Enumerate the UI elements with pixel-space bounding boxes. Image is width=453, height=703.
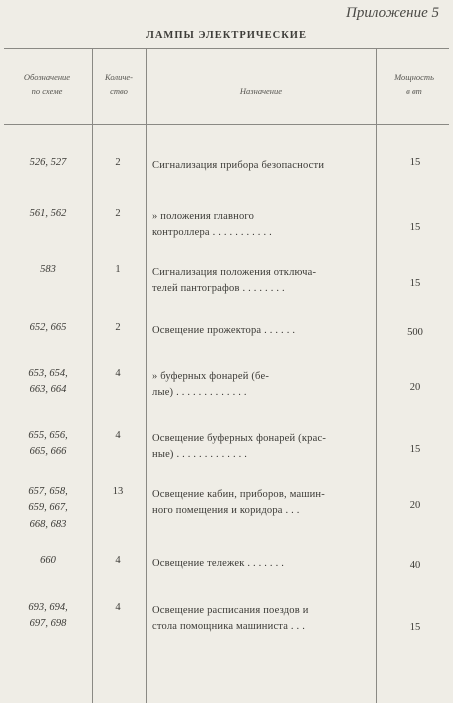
header-designation-line-1: Обозначение bbox=[23, 72, 71, 82]
row-quantity: 13 bbox=[112, 486, 124, 497]
header-power-line-2: в вт bbox=[406, 86, 422, 97]
table-title: ЛАМПЫ ЭЛЕКТРИЧЕСКИЕ bbox=[146, 30, 307, 41]
row-purpose-line: Сигнализация положения отключа- bbox=[152, 267, 317, 278]
row-power: 15 bbox=[409, 444, 421, 455]
row-quantity: 4 bbox=[115, 430, 121, 441]
row-purpose-line: Освещение тележек . . . . . . . bbox=[152, 558, 285, 569]
header-quantity-line-2: ство bbox=[110, 86, 128, 97]
row-quantity: 2 bbox=[115, 157, 121, 168]
row-purpose-line: ного помещения и коридора . . . bbox=[152, 505, 300, 517]
header-designation bbox=[8, 70, 86, 98]
row-purpose-line: контроллера . . . . . . . . . . . bbox=[152, 227, 272, 239]
row-power: 500 bbox=[407, 327, 423, 338]
row-designation-line: 693, 694, bbox=[28, 602, 68, 613]
header-quantity bbox=[94, 70, 144, 98]
row-purpose-line: Освещение прожектора . . . . . . bbox=[152, 325, 296, 336]
row-designation-line: 583 bbox=[40, 264, 56, 275]
row-quantity: 2 bbox=[115, 208, 121, 219]
row-quantity: 4 bbox=[115, 555, 121, 566]
row-designation-line: 668, 683 bbox=[29, 518, 67, 530]
row-purpose bbox=[152, 369, 370, 402]
column-divider-2 bbox=[146, 48, 147, 703]
table-top-rule bbox=[4, 48, 449, 49]
row-purpose-line: телей пантографов . . . . . . . . bbox=[152, 283, 285, 295]
row-designation-line: 561, 562 bbox=[29, 208, 67, 219]
column-divider-3 bbox=[376, 48, 377, 703]
row-designation-line: 659, 667, bbox=[28, 502, 68, 514]
row-power: 15 bbox=[409, 222, 421, 233]
column-divider-1 bbox=[92, 48, 93, 703]
row-designation bbox=[14, 553, 82, 569]
row-purpose-line: Освещение кабин, приборов, машин- bbox=[152, 489, 325, 500]
header-purpose: Назначение bbox=[239, 86, 283, 96]
row-designation bbox=[14, 320, 82, 336]
row-power: 15 bbox=[409, 622, 421, 633]
row-purpose bbox=[152, 487, 370, 520]
row-purpose-line: » буферных фонарей (бе- bbox=[152, 371, 270, 382]
row-power: 20 bbox=[409, 382, 421, 393]
row-designation bbox=[14, 600, 82, 633]
row-power: 20 bbox=[409, 500, 421, 511]
row-designation-line: 653, 654, bbox=[28, 368, 68, 379]
row-purpose-line: ные) . . . . . . . . . . . . . bbox=[152, 449, 248, 461]
row-purpose-line: Сигнализация прибора безопасности bbox=[152, 160, 325, 171]
row-designation-line: 655, 656, bbox=[28, 430, 68, 441]
row-quantity: 1 bbox=[115, 264, 121, 275]
row-purpose-line: » положения главного bbox=[152, 211, 255, 222]
row-designation bbox=[14, 366, 82, 399]
row-quantity: 4 bbox=[115, 368, 121, 379]
row-designation bbox=[14, 484, 82, 533]
row-purpose-line: Освещение буферных фонарей (крас- bbox=[152, 433, 327, 444]
row-designation bbox=[14, 262, 82, 278]
row-purpose bbox=[152, 431, 370, 464]
header-bottom-rule bbox=[4, 124, 449, 125]
header-quantity-line-1: Количе- bbox=[105, 72, 133, 82]
row-designation-line: 660 bbox=[40, 555, 56, 566]
row-designation bbox=[14, 206, 82, 222]
row-quantity: 2 bbox=[115, 322, 121, 333]
row-designation-line: 697, 698 bbox=[29, 618, 67, 630]
header-power-line-1: Мощность bbox=[394, 72, 434, 82]
row-purpose bbox=[152, 603, 370, 636]
row-purpose bbox=[152, 265, 370, 298]
row-designation-line: 657, 658, bbox=[28, 486, 68, 497]
row-purpose bbox=[152, 556, 370, 572]
row-quantity: 4 bbox=[115, 602, 121, 613]
row-power: 15 bbox=[409, 157, 421, 168]
appendix-label: Приложение 5 bbox=[346, 5, 439, 21]
row-power: 40 bbox=[409, 560, 421, 571]
row-designation-line: 665, 666 bbox=[29, 446, 67, 458]
row-purpose bbox=[152, 323, 370, 339]
row-designation-line: 652, 665 bbox=[29, 322, 67, 333]
row-designation-line: 663, 664 bbox=[29, 384, 67, 396]
row-purpose-line: стола помощника машиниста . . . bbox=[152, 621, 306, 633]
row-power: 15 bbox=[409, 278, 421, 289]
row-designation-line: 526, 527 bbox=[29, 157, 67, 168]
row-purpose-line: лые) . . . . . . . . . . . . . bbox=[152, 387, 247, 399]
header-designation-line-2: по схеме bbox=[31, 86, 63, 97]
row-purpose-line: Освещение расписания поездов и bbox=[152, 605, 309, 616]
row-purpose bbox=[152, 158, 370, 174]
row-purpose bbox=[152, 209, 370, 242]
row-designation bbox=[14, 428, 82, 461]
row-designation bbox=[14, 155, 82, 171]
header-power bbox=[378, 70, 450, 98]
